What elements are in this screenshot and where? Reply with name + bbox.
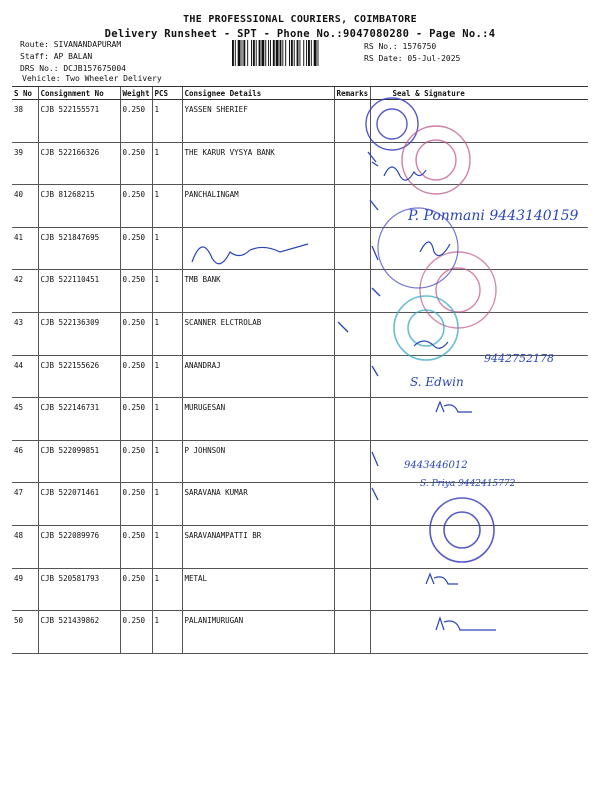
cell-remarks — [334, 568, 370, 611]
cell-weight: 0.250 — [120, 227, 152, 270]
cell-remarks — [334, 185, 370, 228]
table-row — [12, 142, 588, 185]
col-remarks: Remarks — [334, 87, 370, 100]
cell-consignee: TMB BANK — [182, 270, 334, 313]
cell-remarks — [334, 100, 370, 143]
cell-seal — [370, 355, 588, 398]
col-weight: Weight — [120, 87, 152, 100]
table-row — [12, 568, 588, 611]
cell-sno: 45 — [12, 398, 38, 441]
cell-pcs: 1 — [152, 398, 182, 441]
cell-remarks — [334, 312, 370, 355]
cell-remarks — [334, 483, 370, 526]
cell-pcs: 1 — [152, 355, 182, 398]
cell-consignee: PANCHALINGAM — [182, 185, 334, 228]
cell-sno: 44 — [12, 355, 38, 398]
table-row — [12, 312, 588, 355]
table-row — [12, 440, 588, 483]
cell-sno: 42 — [12, 270, 38, 313]
table-row — [12, 185, 588, 228]
cell-seal — [370, 270, 588, 313]
cell-weight: 0.250 — [120, 185, 152, 228]
signature-text-47: 9443446012 — [404, 460, 468, 471]
col-sno: S No — [12, 87, 38, 100]
signature-text-47b: S. Priya 9442415772 — [420, 479, 516, 489]
cell-pcs: 1 — [152, 440, 182, 483]
cell-remarks — [334, 270, 370, 313]
cell-consignment: CJB 522136309 — [38, 312, 120, 355]
drs-number: DRS No.: DCJB157675004 — [20, 64, 126, 73]
table-row — [12, 227, 588, 270]
company-title: THE PROFESSIONAL COURIERS, COIMBATORE — [183, 14, 417, 25]
cell-weight: 0.250 — [120, 100, 152, 143]
cell-consignment: CJB 81268215 — [38, 185, 120, 228]
cell-sno: 39 — [12, 142, 38, 185]
cell-sno: 38 — [12, 100, 38, 143]
cell-sno: 41 — [12, 227, 38, 270]
cell-consignment: CJB 522099851 — [38, 440, 120, 483]
signature-text-44: 9442752178 — [484, 352, 554, 365]
cell-consignee: YASSEN SHERIEF — [182, 100, 334, 143]
cell-consignee: P JOHNSON — [182, 440, 334, 483]
cell-weight: 0.250 — [120, 355, 152, 398]
cell-seal — [370, 100, 588, 143]
cell-consignee: ANANDRAJ — [182, 355, 334, 398]
cell-sno: 47 — [12, 483, 38, 526]
cell-pcs: 1 — [152, 312, 182, 355]
col-consignee: Consignee Details — [182, 87, 334, 100]
table-row — [12, 398, 588, 441]
table-header-row — [12, 87, 588, 100]
cell-sno: 49 — [12, 568, 38, 611]
cell-consignee: METAL — [182, 568, 334, 611]
cell-remarks — [334, 398, 370, 441]
table-row — [12, 483, 588, 526]
cell-weight: 0.250 — [120, 312, 152, 355]
cell-seal — [370, 312, 588, 355]
cell-pcs: 1 — [152, 142, 182, 185]
cell-consignee: MURUGESAN — [182, 398, 334, 441]
rs-number: RS No.: 1576750 — [364, 42, 437, 51]
cell-weight: 0.250 — [120, 483, 152, 526]
runsheet-table — [12, 86, 588, 654]
cell-consignee: THE KARUR VYSYA BANK — [182, 142, 334, 185]
cell-pcs: 1 — [152, 185, 182, 228]
cell-pcs: 1 — [152, 525, 182, 568]
col-seal: Seal & Signature — [370, 87, 588, 100]
rs-date: RS Date: 05-Jul-2025 — [364, 54, 461, 63]
vehicle-label: Vehicle: Two Wheeler Delivery — [22, 74, 162, 83]
table-row — [12, 270, 588, 313]
runsheet-subtitle: Delivery Runsheet - SPT - Phone No.:9047080280 - Page No.:4 — [104, 28, 496, 40]
cell-pcs: 1 — [152, 568, 182, 611]
table-row — [12, 100, 588, 143]
cell-sno: 48 — [12, 525, 38, 568]
cell-consignee: SARAVANAMPATTI BR — [182, 525, 334, 568]
staff-label: Staff: AP BALAN — [20, 52, 93, 61]
table-row — [12, 611, 588, 654]
cell-pcs: 1 — [152, 611, 182, 654]
cell-consignment: CJB 522146731 — [38, 398, 120, 441]
col-pcs: PCS — [152, 87, 182, 100]
cell-consignment: CJB 520581793 — [38, 568, 120, 611]
cell-consignment: CJB 522110451 — [38, 270, 120, 313]
cell-pcs: 1 — [152, 270, 182, 313]
cell-weight: 0.250 — [120, 398, 152, 441]
cell-sno: 46 — [12, 440, 38, 483]
table-row — [12, 525, 588, 568]
cell-weight: 0.250 — [120, 270, 152, 313]
barcode-icon — [232, 40, 352, 66]
cell-sno: 43 — [12, 312, 38, 355]
cell-consignment: CJB 521439862 — [38, 611, 120, 654]
signature-text-44b: S. Edwin — [410, 375, 464, 389]
cell-pcs: 1 — [152, 483, 182, 526]
route-label: Route: SIVANANDAPURAM — [20, 40, 122, 49]
cell-seal — [370, 398, 588, 441]
cell-consignment: CJB 522071461 — [38, 483, 120, 526]
cell-weight: 0.250 — [120, 611, 152, 654]
cell-pcs: 1 — [152, 100, 182, 143]
cell-seal — [370, 440, 588, 483]
cell-seal — [370, 185, 588, 228]
cell-weight: 0.250 — [120, 142, 152, 185]
cell-seal — [370, 142, 588, 185]
cell-consignee: SCANNER ELCTROLAB — [182, 312, 334, 355]
cell-consignment: CJB 521847695 — [38, 227, 120, 270]
cell-consignment: CJB 522166326 — [38, 142, 120, 185]
cell-weight: 0.250 — [120, 440, 152, 483]
cell-sno: 50 — [12, 611, 38, 654]
cell-consignee: PALANIMURUGAN — [182, 611, 334, 654]
cell-seal — [370, 568, 588, 611]
cell-seal — [370, 227, 588, 270]
cell-consignee — [182, 227, 334, 270]
table-row — [12, 355, 588, 398]
cell-consignment: CJB 522155626 — [38, 355, 120, 398]
cell-weight: 0.250 — [120, 525, 152, 568]
cell-pcs: 1 — [152, 227, 182, 270]
cell-sno: 40 — [12, 185, 38, 228]
cell-consignee: SARAVANA KUMAR — [182, 483, 334, 526]
signature-text-40: P. Ponmani 9443140159 — [408, 208, 579, 224]
cell-remarks — [334, 611, 370, 654]
cell-remarks — [334, 227, 370, 270]
cell-weight: 0.250 — [120, 568, 152, 611]
col-consignment: Consignment No — [38, 87, 120, 100]
cell-remarks — [334, 440, 370, 483]
cell-seal — [370, 483, 588, 526]
cell-seal — [370, 525, 588, 568]
cell-consignment: CJB 522089976 — [38, 525, 120, 568]
cell-seal — [370, 611, 588, 654]
cell-remarks — [334, 142, 370, 185]
cell-remarks — [334, 355, 370, 398]
cell-remarks — [334, 525, 370, 568]
cell-consignment: CJB 522155571 — [38, 100, 120, 143]
